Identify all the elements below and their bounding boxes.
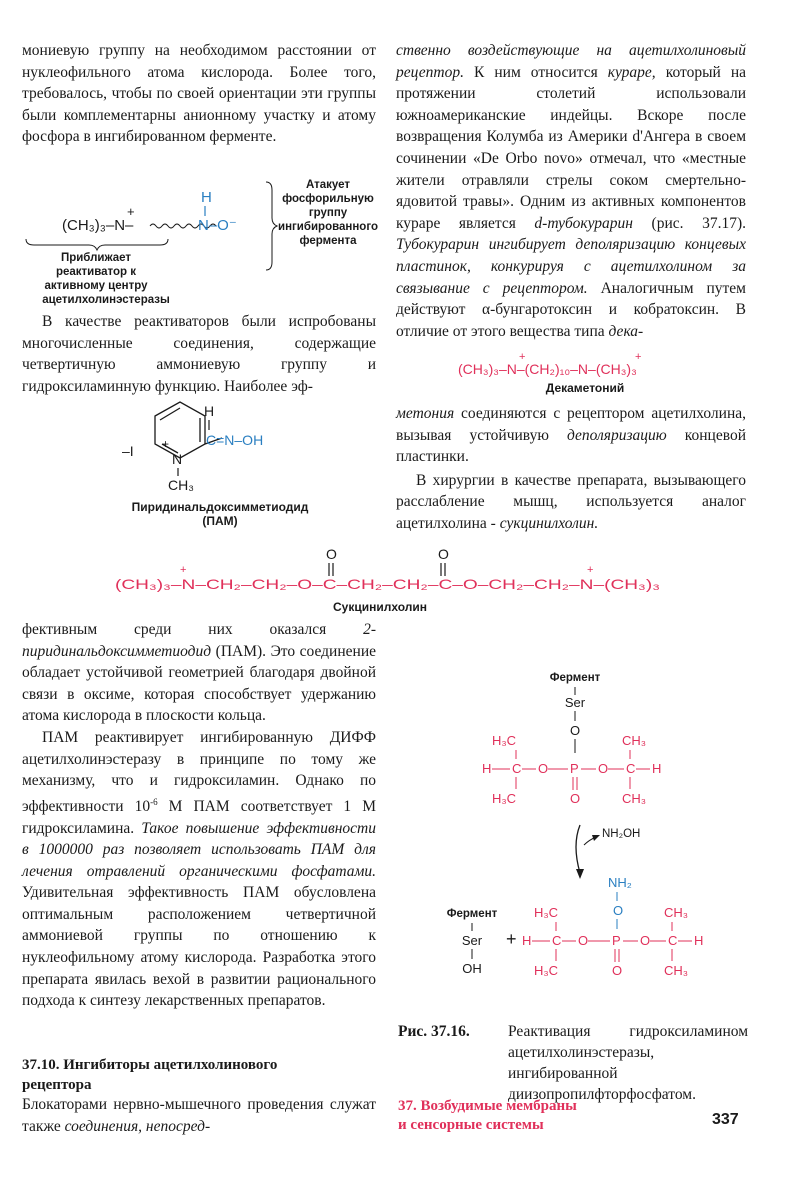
svg-text:H: H <box>522 933 532 948</box>
paragraph-right-2: метония соединяются с рецептором ацетилхолина, вызывая устойчивую деполяризацию концевой пластинки. В хирургии в качестве препарата, вызывающего расслабление мышц, используется аналог ацетилхолина - сукцинилхолин. <box>396 405 746 532</box>
fig-enzyme-bottom: Фермент <box>446 908 498 920</box>
figure-37-16 <box>430 665 730 995</box>
pam-ch3: CH₃ <box>168 477 194 493</box>
paragraph-left-1: мониевую группу на необходимом расстоянии от нуклеофильного атома кислорода. Более того, требовалось, чтобы по своей ориентации эти группы были комплементарны анионному участку и атому фосфора в ингибированном ферменте. <box>22 42 376 146</box>
figure-caption-text: Реактивация гидроксиламином ацетилхолинэстеразы, ингибированной диизопропилфторфосфатом. <box>508 1023 748 1103</box>
fig-ser-top: Ser <box>564 695 586 710</box>
svg-text:активному центру: активному центру <box>44 280 148 292</box>
running-footer: 37. Возбудимые мембраны и сенсорные системы <box>398 1098 577 1133</box>
svg-text:O: O <box>569 723 581 738</box>
svg-text:O: O <box>640 933 651 948</box>
pam-iodide: –I <box>122 443 134 459</box>
succinyl-plus-2: + <box>587 564 594 576</box>
svg-text:фосфорильную: фосфорильную <box>282 193 374 205</box>
svg-text:C: C <box>626 761 636 776</box>
page-number: 337 <box>712 1111 739 1128</box>
svg-text:O: O <box>570 791 581 806</box>
svg-text:C: C <box>512 761 522 776</box>
svg-text:CH₃: CH₃ <box>664 905 689 920</box>
svg-text:группу: группу <box>308 207 348 219</box>
svg-text:H₃C: H₃C <box>492 791 517 806</box>
pam-oxime: C=N–OH <box>206 432 264 448</box>
decamethonium-structure <box>440 350 740 400</box>
svg-text:P: P <box>612 933 621 948</box>
scheme-n-o: N–O⁻ <box>198 217 237 234</box>
reactivator-scheme <box>20 176 380 306</box>
svg-text:C: C <box>668 933 678 948</box>
svg-text:P: P <box>570 761 579 776</box>
pam-plus: + <box>162 437 170 451</box>
scheme-left-group: (CH₃)₃–N– <box>62 217 134 234</box>
fig-nh2: NH₂ <box>608 875 632 890</box>
paragraph-right-1: ственно воздействующие на ацетилхолиновый рецептор. К ним относится кураре, который на протяжении столетий использовали южноамериканские индейцы. Вскоре после возвращения Колумба из Америки d'Ангера в своем сочинении «De Orbo novo» отмечал, что «местные жители отравляли стрелы соком смертельно-ядовитой травы». Одним из активных компонентов кураре является d-тубокурарин (рис. 37.17). Тубокурарин ингибирует деполяризацию концевых пластинок, конкурируя с ацетилхолином за связывание с рецептором. Аналогичным путем действуют α-бунгаротоксин и кобратоксин. В отличие от этого вещества типа дека- <box>396 42 746 340</box>
svg-text:CH₃: CH₃ <box>622 733 647 748</box>
succinyl-plus-1: + <box>180 564 187 576</box>
fig-oh: OH <box>462 961 482 976</box>
svg-text:Приближает: Приближает <box>60 252 132 264</box>
paragraph-left-2: В качестве реактиваторов были испробованы многочисленные соединения, содержащие четвертичную аммониевую группу и гидроксиламинную функцию. Наиболее эф- <box>22 313 376 395</box>
fig-plus: + <box>506 929 517 949</box>
paragraph-left-4: Блокаторами нервно-мышечного проведения служат также соединения, непосред- <box>22 1096 376 1135</box>
svg-text:фермента: фермента <box>299 235 357 247</box>
scheme-h: H <box>201 189 212 206</box>
svg-text:ацетилхолинэстеразы: ацетилхолинэстеразы <box>42 294 170 306</box>
scheme-plus: + <box>127 204 135 219</box>
succinylcholine-structure <box>110 543 680 618</box>
section-heading: 37.10. Ингибиторы ацетилхолинового рецептора <box>22 1057 278 1093</box>
scheme-annotation-bottom <box>42 252 170 306</box>
svg-text:O: O <box>538 761 549 776</box>
svg-text:H₃C: H₃C <box>534 905 559 920</box>
scheme-annotation-right <box>278 179 378 247</box>
figure-caption-label: Рис. 37.16. <box>398 1023 470 1040</box>
svg-text:O: O <box>598 761 609 776</box>
decamethonium-formula: (CH₃)₃–N–(CH₂)₁₀–N–(CH₃)₃ <box>458 361 637 377</box>
svg-text:CH₃: CH₃ <box>664 963 689 978</box>
succinyl-formula: (CH₃)₃–N–CH₂–CH₂–O–C–CH₂–CH₂–C–O–CH₂–CH₂–N–(CH₃)₃ <box>115 576 660 592</box>
decamethonium-plus-2: + <box>635 351 642 363</box>
succinyl-name: Сукцинилхолин <box>332 600 428 614</box>
decamethonium-name: Декаметоний <box>545 381 625 395</box>
svg-text:H₃C: H₃C <box>534 963 559 978</box>
decamethonium-plus-1: + <box>519 351 526 363</box>
svg-text:H₃C: H₃C <box>492 733 517 748</box>
svg-text:H: H <box>482 761 492 776</box>
fig-reagent: NH₂OH <box>602 828 641 840</box>
succinyl-o-2: O <box>438 546 449 562</box>
svg-text:ингибированного: ингибированного <box>278 221 378 233</box>
svg-text:CH₃: CH₃ <box>622 791 647 806</box>
svg-text:O: O <box>613 903 624 918</box>
pam-n-plus: N <box>172 451 183 467</box>
succinyl-o-1: O <box>326 546 337 562</box>
svg-text:H: H <box>694 933 704 948</box>
paragraph-left-3: фективным среди них оказался 2-пиридинальдоксимметиодид (ПАМ). Это соединение обладает устойчивой геометрией благодаря двойной связи в оксиме, которая способствует удержанию атома кислорода в плоскости кольца. ПАМ реактивирует ингибированную ДИФФ ацетилхолинэстеразу в принципе по тому же механизму, что и гидроксиламин. Однако по эффективности $10^{-6}$ М ПАМ соответствует 1 М гидроксиламина. Такое повышение эффективности в 1000000 раз позволяет использовать ПАМ для лечения отравлений органическими фосфатами. Удивительная эффективность ПАМ обусловлена оптимальным расположением четвертичной аммониевой группы по отношению к нуклеофильному атому кислорода. Разработка этого препарата явилась вехой в развитии рационального подхода к синтезу лекарственных препаратов. <box>22 621 376 1010</box>
svg-text:реактиватор к: реактиватор к <box>55 266 137 278</box>
pam-h: H <box>204 403 215 419</box>
svg-text:H: H <box>652 761 662 776</box>
svg-text:O: O <box>578 933 589 948</box>
svg-text:O: O <box>612 963 623 978</box>
fig-enzyme-top: Фермент <box>549 672 601 684</box>
svg-text:Атакует: Атакует <box>305 179 351 191</box>
svg-text:C: C <box>552 933 562 948</box>
fig-ser-bottom: Ser <box>461 933 483 948</box>
pam-caption: Пиридинальдоксимметиодид (ПАМ) <box>131 500 309 528</box>
